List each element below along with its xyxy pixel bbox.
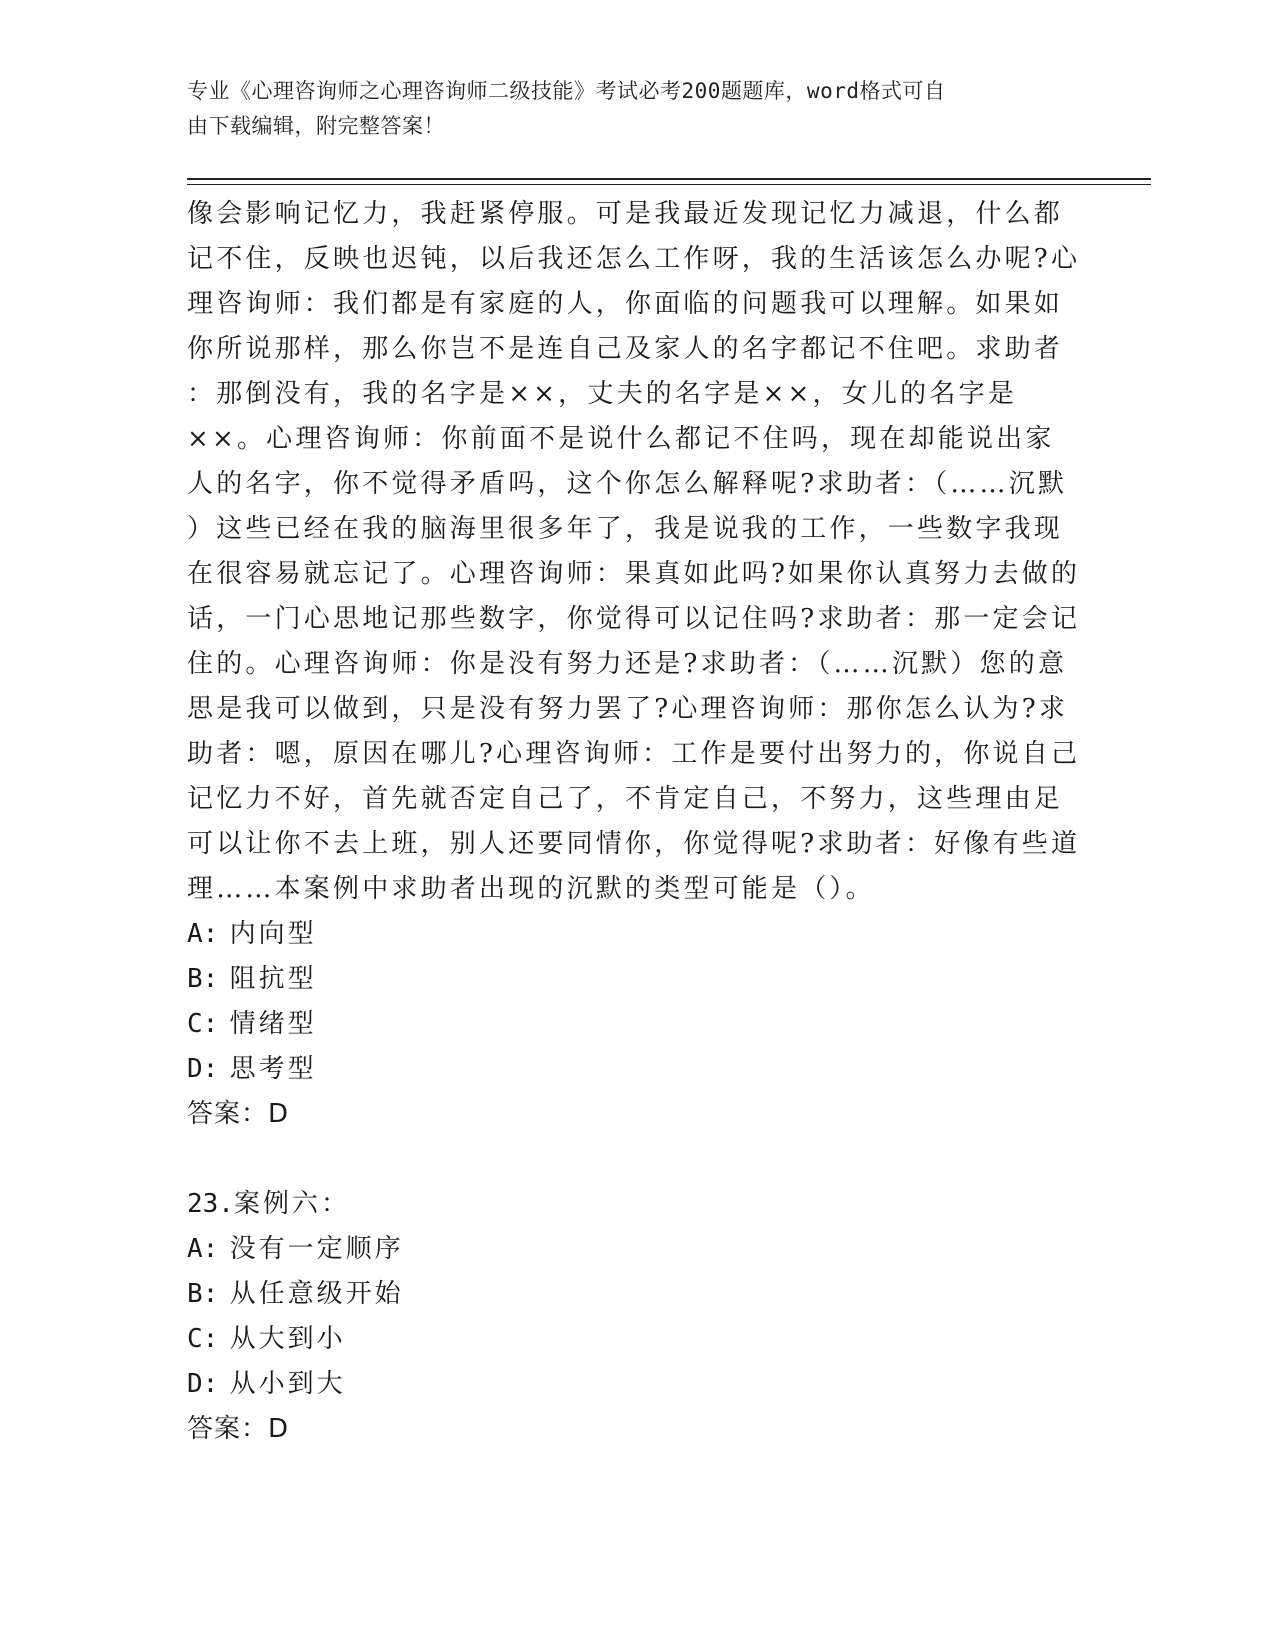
q22-answer: 答案：D (187, 1099, 290, 1129)
passage-line: 理……本案例中求助者出现的沉默的类型可能是（）。 (187, 874, 875, 904)
option-text: 阻抗型 (229, 964, 317, 994)
passage-line: 思是我可以做到，只是没有努力罢了?心理咨询师：那你怎么认为?求 (187, 694, 1069, 724)
q22-option-d (187, 1047, 787, 1092)
option-letter: A: (187, 1234, 219, 1264)
passage-line: 助者：嗯，原因在哪儿?心理咨询师：工作是要付出努力的，你说自己 (187, 739, 1081, 769)
header-line-1: 专业《心理咨询师之心理咨询师二级技能》考试必考200题题库，word格式可自 (187, 79, 946, 103)
option-letter: D: (187, 1369, 219, 1399)
option-letter: B: (187, 964, 219, 994)
q22-options (187, 912, 787, 1137)
q23-option-c (187, 1317, 787, 1362)
header-line-2: 由下载编辑，附完整答案！ (187, 114, 445, 138)
option-text: 从大到小 (229, 1324, 346, 1354)
passage-line: 像会影响记忆力，我赶紧停服。可是我最近发现记忆力减退，什么都 (187, 199, 1064, 229)
q23-option-a (187, 1227, 787, 1272)
passage-line: 住的。心理咨询师：你是没有努力还是?求助者：（……沉默）您的意 (187, 649, 1068, 679)
passage-line: ××。心理咨询师：你前面不是说什么都记不住吗，现在却能说出家 (187, 424, 1055, 454)
q22-option-b (187, 957, 787, 1002)
option-text: 思考型 (229, 1054, 317, 1084)
q23-block (187, 1182, 787, 1452)
option-letter: A: (187, 919, 219, 949)
header-rule-thin (187, 184, 1151, 185)
q23-option-d (187, 1362, 787, 1407)
passage-line: 记忆力不好，首先就否定自己了，不肯定自己，不努力，这些理由足 (187, 784, 1064, 814)
option-letter: D: (187, 1054, 219, 1084)
passage-line: 人的名字，你不觉得矛盾吗，这个你怎么解释呢?求助者：（……沉默 (187, 469, 1068, 499)
option-text: 从任意级开始 (229, 1279, 404, 1309)
question-number: 23. (187, 1189, 234, 1219)
option-letter: C: (187, 1009, 219, 1039)
option-text: 内向型 (229, 919, 317, 949)
page-header (187, 74, 1067, 144)
q23-title (187, 1182, 787, 1227)
option-text: 情绪型 (229, 1009, 317, 1039)
question-passage (187, 192, 1082, 912)
passage-line: 话，一门心思地记那些数字，你觉得可以记住吗?求助者：那一定会记 (187, 604, 1081, 634)
q22-option-c (187, 1002, 787, 1047)
option-text: 没有一定顺序 (229, 1234, 404, 1264)
header-rule-thick (187, 178, 1151, 180)
passage-line: 理咨询师：我们都是有家庭的人，你面临的问题我可以理解。如果如 (187, 289, 1064, 319)
passage-line: 你所说那样，那么你岂不是连自己及家人的名字都记不住吧。求助者 (187, 334, 1064, 364)
q23-answer: 答案：D (187, 1414, 290, 1444)
passage-line: ：那倒没有，我的名字是××，丈夫的名字是××，女儿的名字是 (187, 379, 1017, 409)
passage-line: ）这些已经在我的脑海里很多年了，我是说我的工作，一些数字我现 (187, 514, 1064, 544)
passage-line: 可以让你不去上班，别人还要同情你，你觉得呢?求助者：好像有些道 (187, 829, 1081, 859)
option-letter: B: (187, 1279, 219, 1309)
option-letter: C: (187, 1324, 219, 1354)
q23-option-b (187, 1272, 787, 1317)
passage-line: 在很容易就忘记了。心理咨询师：果真如此吗?如果你认真努力去做的 (187, 559, 1081, 589)
q22-option-a (187, 912, 787, 957)
passage-line: 记不住，反映也迟钝，以后我还怎么工作呀，我的生活该怎么办呢?心 (187, 244, 1081, 274)
question-title: 案例六： (233, 1189, 350, 1219)
option-text: 从小到大 (229, 1369, 346, 1399)
